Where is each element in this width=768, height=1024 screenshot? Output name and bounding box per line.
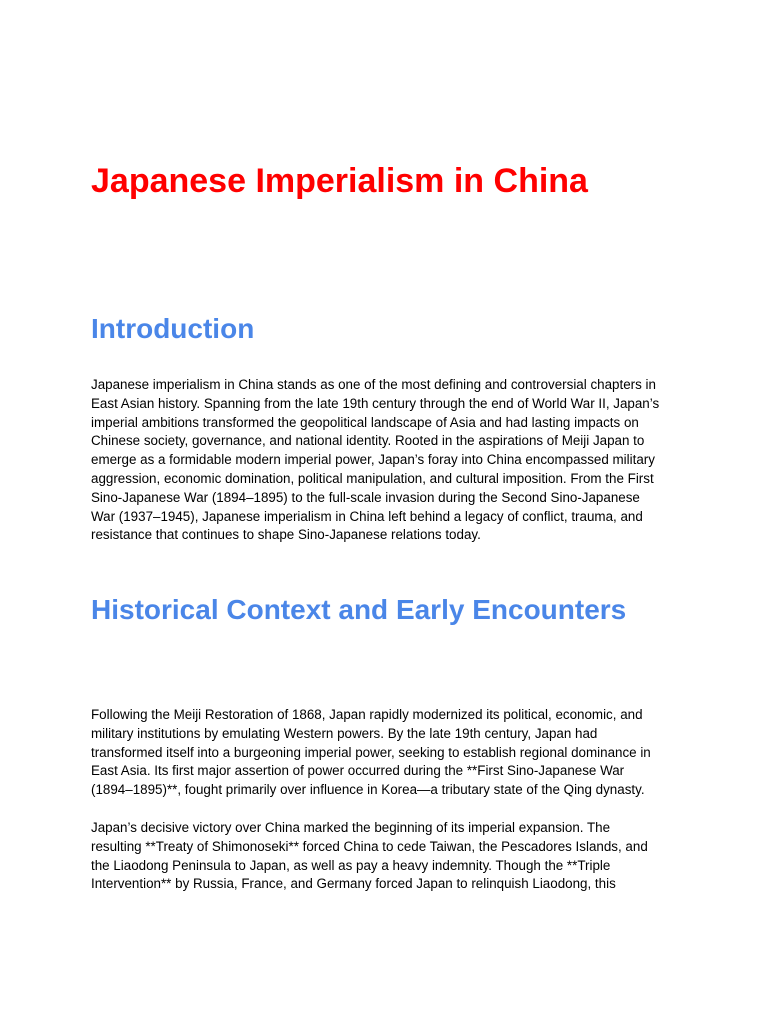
- text-line: (1894–1895)**, fought primarily over influence in Korea—a tributary state of the Qing dynasty.: [91, 782, 645, 798]
- section-heading-introduction: Introduction: [91, 313, 255, 344]
- text-line: imperial ambitions transformed the geopolitical landscape of Asia and had lasting impacts on: [91, 414, 639, 430]
- text-line: Chinese society, governance, and national identity. Rooted in the aspirations of Meiji Japan to: [91, 433, 645, 449]
- page-title: Japanese Imperialism in China: [91, 162, 588, 200]
- text-line: aggression, economic domination, political manipulation, and cultural imposition. From the First: [91, 470, 654, 486]
- text-line: Japanese imperialism in China stands as one of the most defining and controversial chapters in: [91, 377, 656, 392]
- text-line: Intervention** by Russia, France, and Germany forced Japan to relinquish Liaodong, this: [91, 876, 616, 892]
- text-line: Following the Meiji Restoration of 1868, Japan rapidly modernized its political, economic, and: [91, 707, 643, 722]
- text-line: Sino-Japanese War (1894–1895) to the full-scale invasion during the Second Sino-Japanese: [91, 489, 640, 505]
- text-line: War (1937–1945), Japanese imperialism in China left behind a legacy of conflict, trauma, and: [91, 508, 643, 524]
- text-line: resulting **Treaty of Shimonoseki** forced China to cede Taiwan, the Pescadores Islands, and: [91, 838, 648, 854]
- text-line: emerge as a formidable modern imperial power, Japan’s foray into China encompassed military: [91, 452, 655, 468]
- paragraph-meiji-restoration: [91, 706, 691, 800]
- paragraph-introduction: [91, 376, 691, 545]
- text-line: resistance that continues to shape Sino-Japanese relations today.: [91, 527, 481, 543]
- text-line: East Asian history. Spanning from the late 19th century through the end of World War II, Japan’s: [91, 395, 660, 411]
- text-line: the Liaodong Peninsula to Japan, as well as pay a heavy indemnity. Though the **Triple: [91, 857, 611, 873]
- section-heading-historical-context: Historical Context and Early Encounters: [91, 594, 627, 625]
- text-line: Japan’s decisive victory over China marked the beginning of its imperial expansion. The: [91, 820, 611, 835]
- text-line: East Asia. Its first major assertion of power occurred during the **First Sino-Japanese War: [91, 763, 625, 779]
- text-line: transformed itself into a burgeoning imperial power, seeking to establish regional dominance in: [91, 744, 651, 760]
- paragraph-decisive-victory: [91, 819, 691, 894]
- text-line: military institutions by emulating Western powers. By the late 19th century, Japan had: [91, 725, 598, 741]
